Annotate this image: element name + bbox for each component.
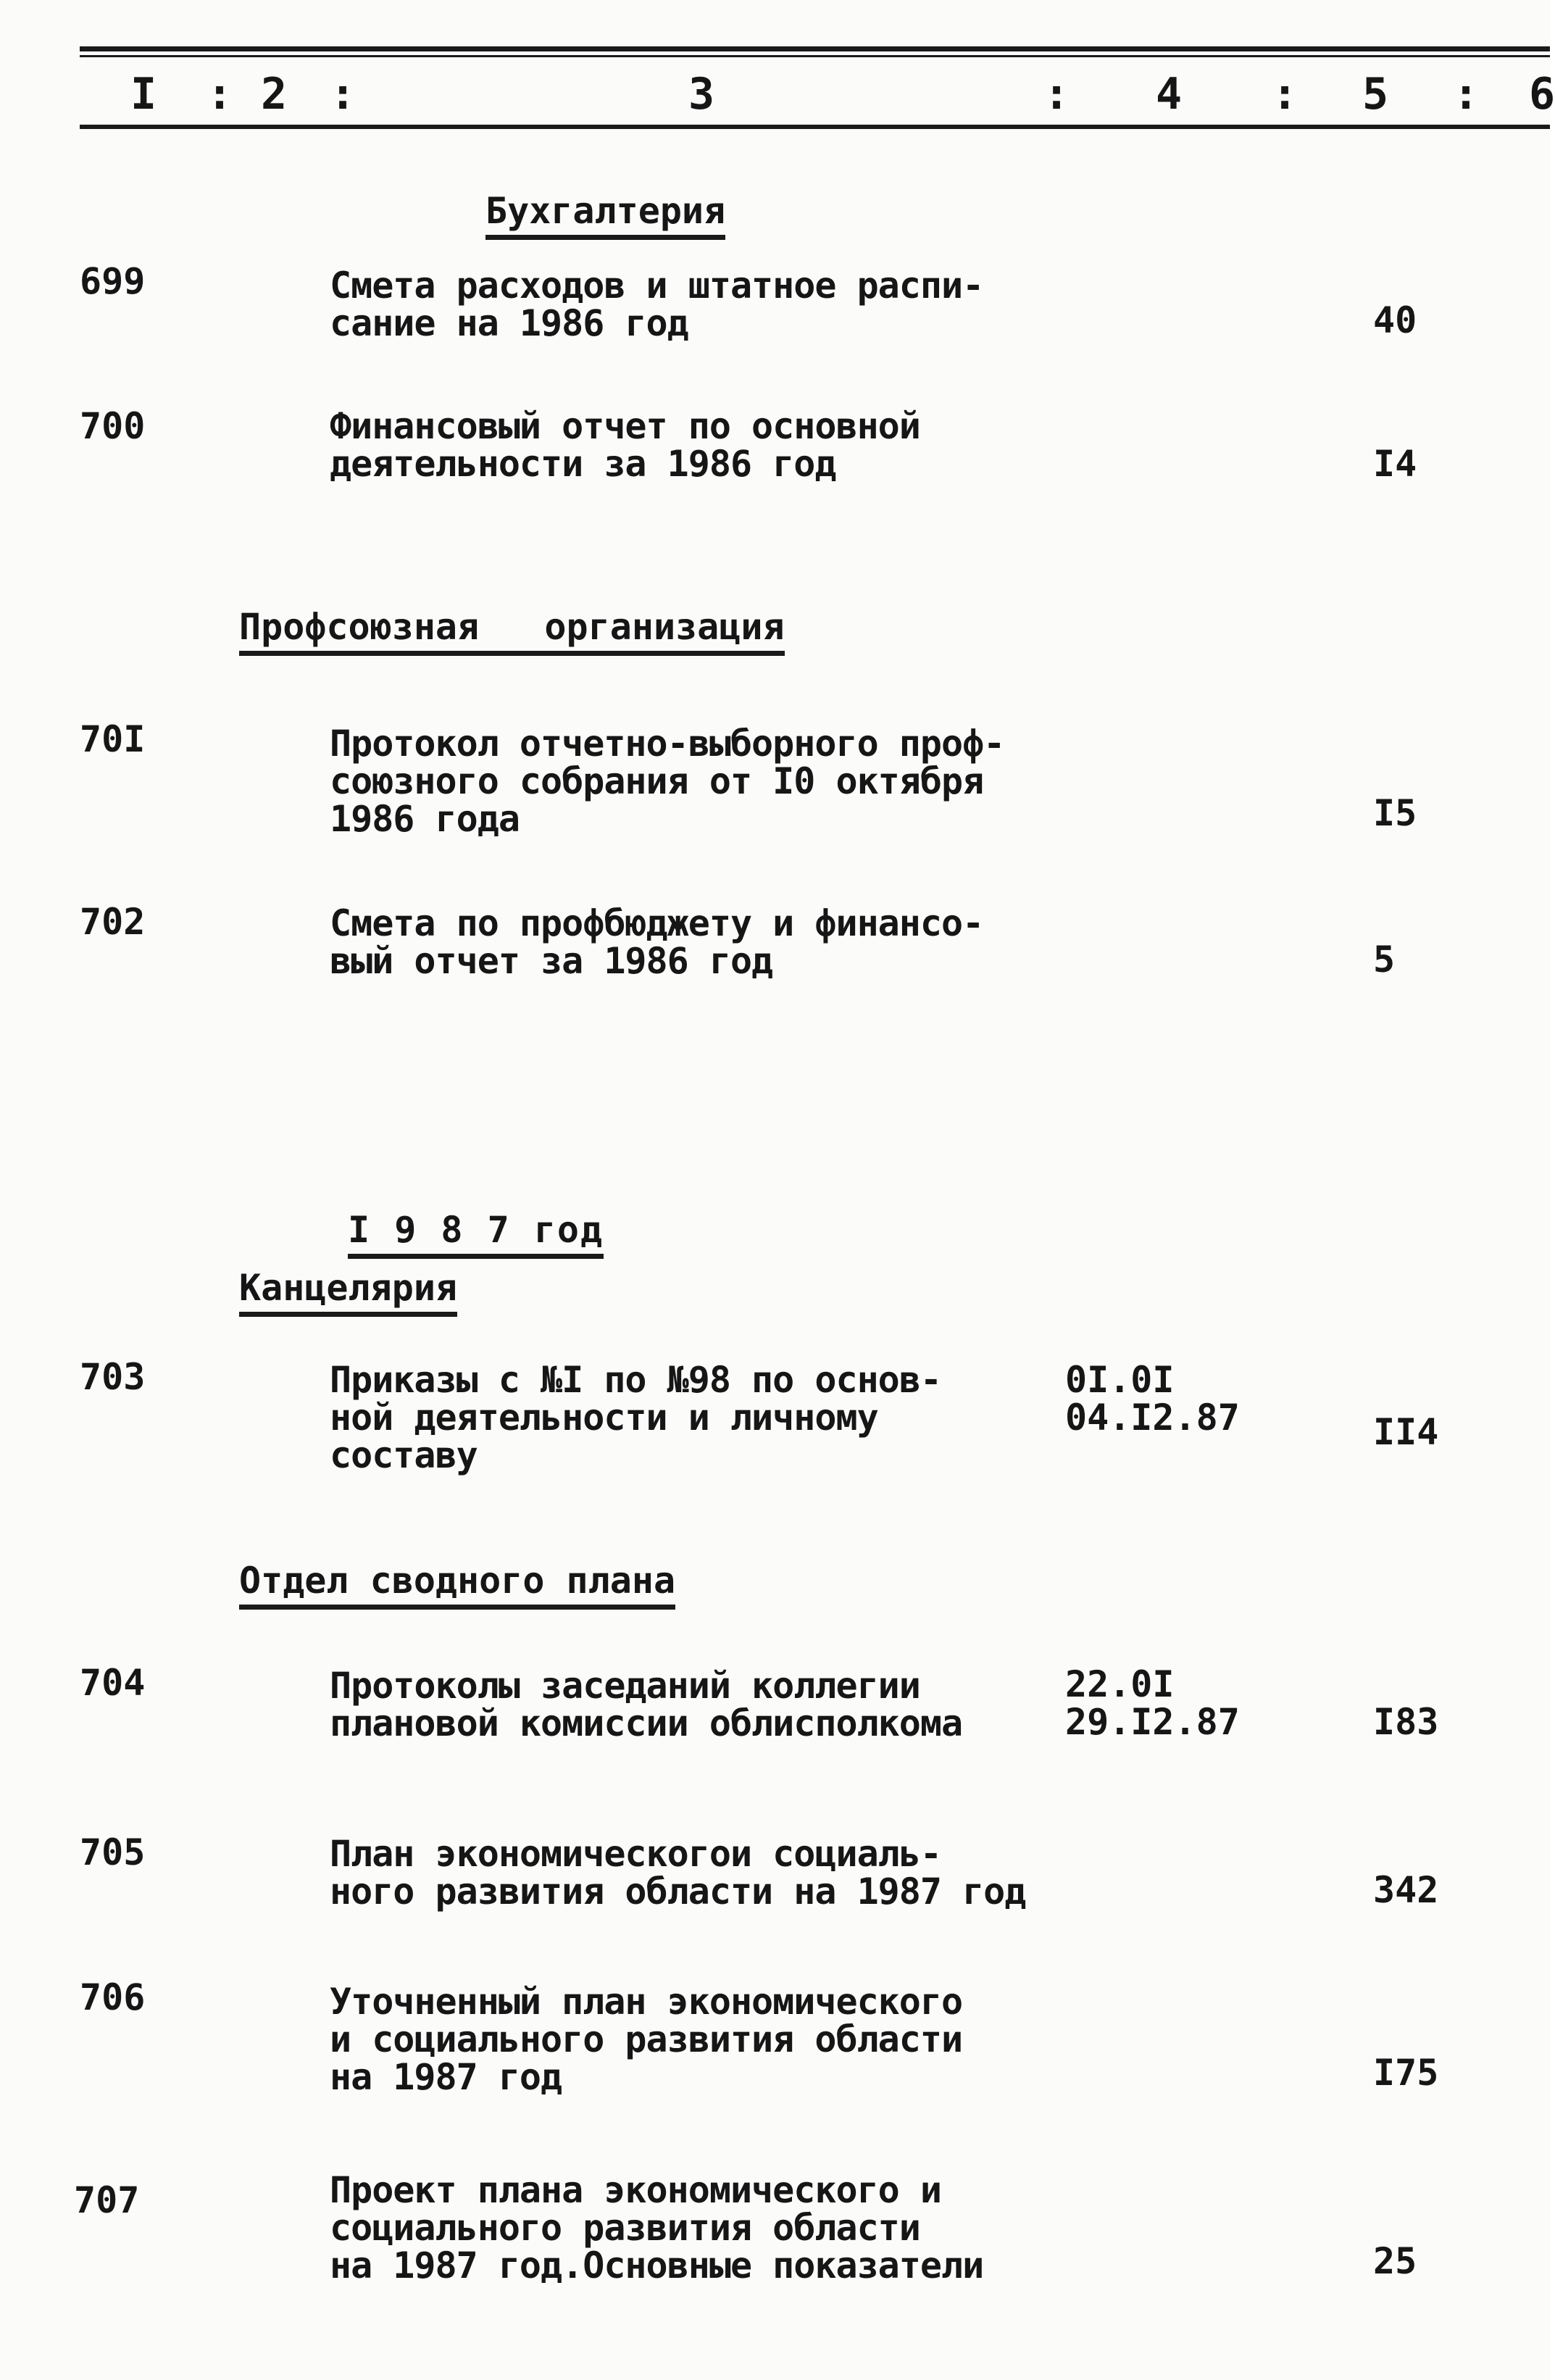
col-header-sep: : — [1043, 69, 1070, 120]
record-pages: I83 — [1373, 1701, 1439, 1743]
col-header-1: I — [130, 69, 157, 120]
record-pages: I5 — [1373, 792, 1417, 834]
record-description: Протоколы заседаний коллегии плановой комиссии облисполкома — [330, 1665, 963, 1744]
section-title-buhgalteria: Бухгалтерия — [485, 190, 725, 240]
record-number: 707 — [74, 2179, 140, 2221]
record-pages: 5 — [1373, 939, 1396, 981]
col-header-2: 2 — [261, 69, 288, 120]
year-heading: I 9 8 7 год — [348, 1209, 604, 1259]
section-title-profsoyuz: Профсоюзная организация — [239, 606, 785, 656]
col-header-sep: : — [330, 69, 357, 120]
record-description: Проект плана экономического и социального развития области на 1987 год.Основные показатели — [330, 2169, 984, 2287]
header-top-rule-thin — [80, 55, 1550, 57]
record-number: 706 — [80, 1976, 146, 2018]
record-description: Смета расходов и штатное распи- сание на 1986 год — [330, 265, 984, 344]
record-number: 703 — [80, 1356, 146, 1398]
record-dates: 0I.0I 04.I2.87 — [1065, 1359, 1240, 1439]
col-header-3: 3 — [688, 69, 715, 120]
record-description: Смета по профбюджету и финансо- вый отчет за 1986 год — [330, 902, 984, 982]
col-header-5: 5 — [1362, 69, 1389, 120]
header-bottom-rule — [80, 125, 1550, 129]
record-pages: I4 — [1373, 443, 1417, 485]
record-pages: 40 — [1373, 299, 1417, 341]
col-header-4: 4 — [1156, 69, 1183, 120]
record-description: Приказы с №I по №98 по основ- ной деятельности и личному составу — [330, 1359, 941, 1476]
col-header-sep: : — [1272, 69, 1298, 120]
section-title-kanceliaria: Канцелярия — [239, 1267, 457, 1317]
record-number: 702 — [80, 901, 146, 943]
record-number: 699 — [80, 260, 146, 302]
section-title-otdel: Отдел сводного плана — [239, 1560, 675, 1610]
record-pages: 25 — [1373, 2240, 1417, 2282]
record-number: 705 — [80, 1831, 146, 1873]
record-pages: 342 — [1373, 1869, 1439, 1911]
record-number: 704 — [80, 1662, 146, 1704]
record-description: План экономическогои социаль- ного развития области на 1987 год — [330, 1833, 1026, 1913]
record-description: Уточненный план экономического и социального развития области на 1987 год — [330, 1981, 963, 2098]
record-number: 70I — [80, 718, 146, 760]
col-header-sep: : — [207, 69, 233, 120]
record-pages: II4 — [1373, 1411, 1439, 1453]
record-dates: 22.0I 29.I2.87 — [1065, 1663, 1240, 1743]
col-header-6: 6 — [1529, 69, 1555, 120]
col-header-sep: : — [1453, 69, 1480, 120]
record-description: Протокол отчетно-выборного проф- союзного собрания от I0 октября 1986 года — [330, 723, 1005, 840]
record-number: 700 — [80, 405, 146, 447]
record-pages: I75 — [1373, 2052, 1439, 2094]
header-top-rule — [80, 46, 1550, 51]
record-description: Финансовый отчет по основной деятельности за 1986 год — [330, 405, 920, 485]
